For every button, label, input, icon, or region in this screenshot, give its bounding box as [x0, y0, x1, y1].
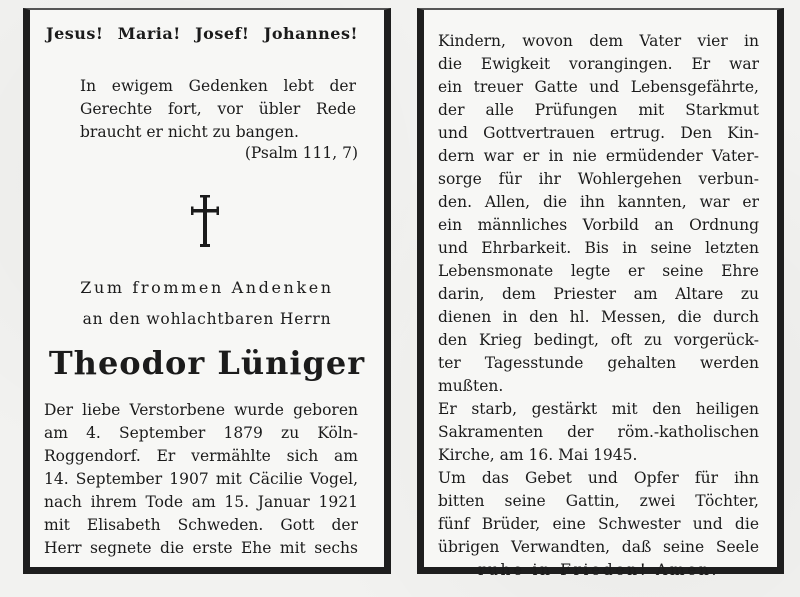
prayer-card-left-panel — [23, 8, 391, 574]
biography-line: mit Elisabeth Schweden. Gott der — [44, 516, 358, 534]
biography-line: ter Tagesstunde gehalten werden — [438, 354, 759, 372]
invocation-johannes: Johannes! — [263, 24, 358, 43]
deceased-name: Theodor Lüniger — [48, 344, 366, 382]
biography-line: Sakramenten der röm.-katholischen — [438, 423, 759, 441]
psalm-line: braucht er nicht zu bangen. — [80, 123, 299, 141]
biography-line: nach ihrem Tode am 15. Januar 1921 — [44, 493, 358, 511]
biography-line: Kindern, wovon dem Vater vier in — [438, 32, 759, 50]
biography-line: mußten. — [438, 377, 504, 395]
biography-line: den Krieg bedingt, oft zu vorgerück- — [438, 331, 759, 349]
biography-line: den. Allen, die ihn kannten, war er — [438, 193, 759, 211]
biography-line: Kirche, am 16. Mai 1945. — [438, 446, 638, 464]
biography-line: sorge für ihr Wohlergehen verbun- — [438, 170, 759, 188]
cross-icon — [190, 195, 220, 247]
biography-line: der alle Prüfungen mit Starkmut — [438, 101, 759, 119]
biography-line: ein treuer Gatte und Lebensgefährte, — [438, 78, 759, 96]
psalm-quote — [80, 75, 356, 144]
invocation-maria: Maria! — [117, 24, 181, 43]
biography-line: und Ehrbarkeit. Bis in seine letzten — [438, 239, 759, 257]
biography-line: Der liebe Verstorbene wurde geboren — [44, 401, 358, 419]
biography-line: dern war er in nie ermüdender Vater- — [438, 147, 759, 165]
biography-line: 14. September 1907 mit Cäcilie Vogel, — [44, 470, 358, 488]
biography-left — [44, 399, 358, 560]
invocation-josef: Josef! — [195, 24, 250, 43]
biography-line: Herr segnete die erste Ehe mit sechs — [44, 539, 358, 557]
memorial-honorific: an den wohlachtbaren Herrn — [82, 310, 332, 328]
memorial-dedication: Zum frommen Andenken — [80, 278, 334, 297]
biography-line: und Gottvertrauen ertrug. Den Kin- — [438, 124, 759, 142]
biography-line: am 4. September 1879 zu Köln- — [44, 424, 358, 442]
invocation-header — [30, 24, 384, 43]
invocation-jesus: Jesus! — [46, 24, 104, 43]
psalm-line: Gerechte fort, vor übler Rede — [80, 100, 356, 118]
biography-right — [438, 30, 759, 582]
biography-line: übrigen Verwandten, daß seine Seele — [438, 538, 759, 556]
biography-line: Lebensmonate legte er seine Ehre — [438, 262, 759, 280]
closing-blessing: ruhe in Frieden! Amen. — [477, 561, 720, 579]
biography-line: ein männliches Vorbild an Ordnung — [438, 216, 759, 234]
biography-line: die Ewigkeit vorangingen. Er war — [438, 55, 759, 73]
psalm-line: In ewigem Gedenken lebt der — [80, 77, 356, 95]
prayer-card-right-panel — [417, 8, 784, 579]
biography-line: bitten seine Gattin, zwei Töchter, — [438, 492, 759, 510]
biography-line: Roggendorf. Er vermählte sich am — [44, 447, 358, 465]
biography-line: Er starb, gestärkt mit den heiligen — [438, 400, 759, 418]
biography-line: Um das Gebet und Opfer für ihn — [438, 469, 759, 487]
biography-line: darin, dem Priester am Altare zu — [438, 285, 759, 303]
biography-line: dienen in den hl. Messen, die durch — [438, 308, 759, 326]
biography-line: fünf Brüder, eine Schwester und die — [438, 515, 759, 533]
psalm-reference: (Psalm 111, 7) — [244, 144, 358, 162]
